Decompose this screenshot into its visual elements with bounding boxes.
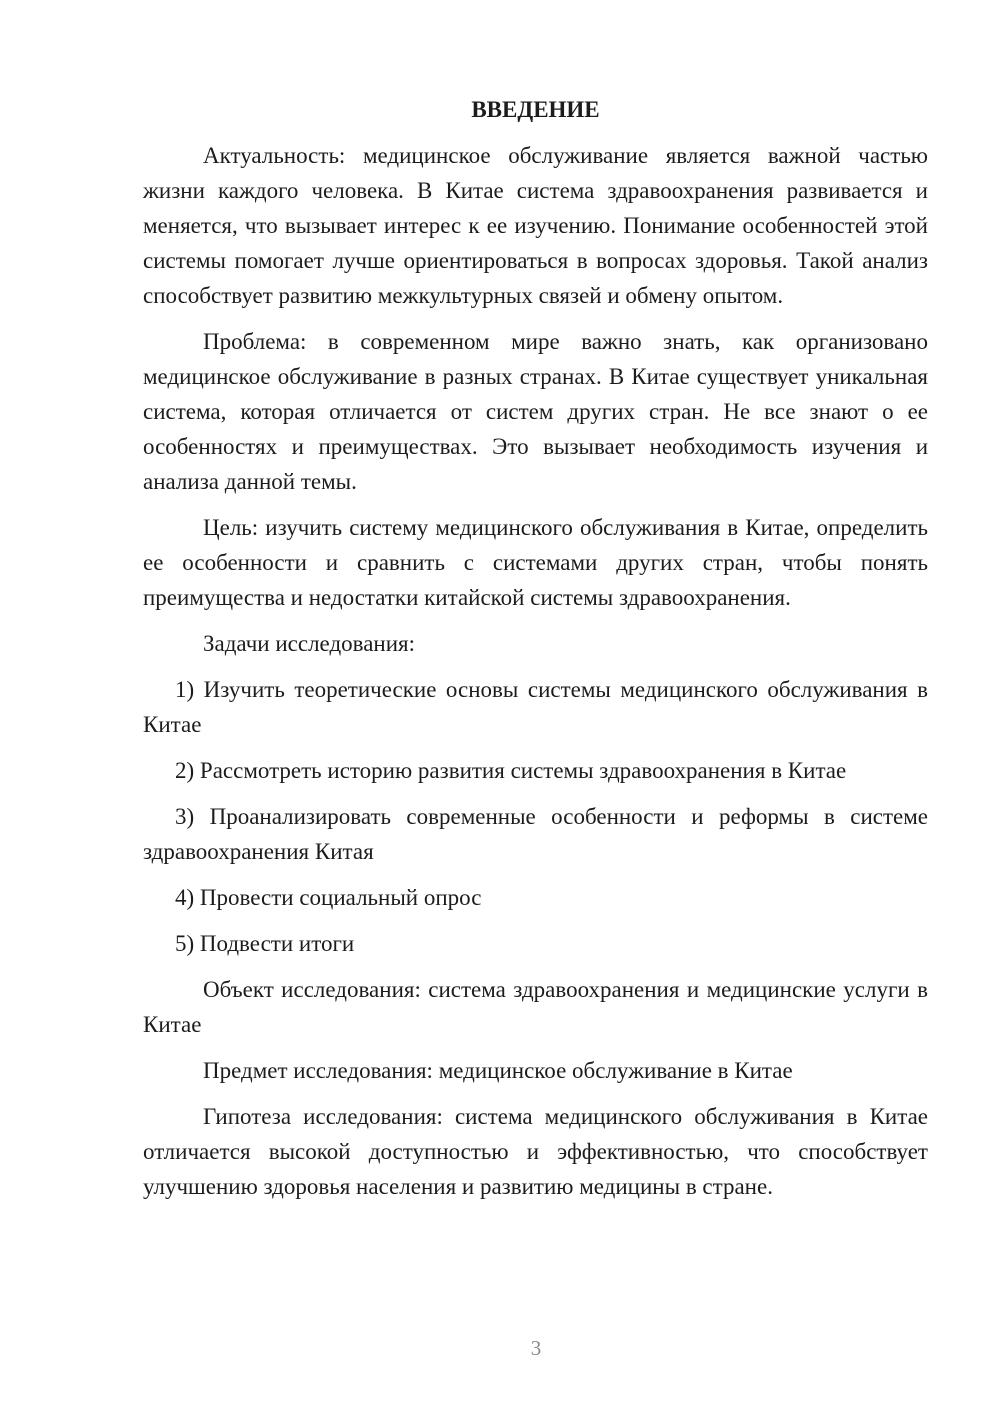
paragraph-goal: Цель: изучить систему медицинского обслуживания в Китае, определить ее особенности и сравнить с системами других стран, чтобы понять преимущества и недостатки китайской системы здравоохранения. bbox=[143, 515, 928, 610]
tasks-intro: Задачи исследования: bbox=[203, 631, 416, 656]
task-item-5: 5) Подвести итоги bbox=[175, 931, 355, 956]
paragraph-subject: Предмет исследования: медицинское обслуживание в Китае bbox=[203, 1058, 793, 1083]
page-title: ВВЕДЕНИЕ bbox=[471, 97, 600, 122]
paragraph-object: Объект исследования: система здравоохранения и медицинские услуги в Китае bbox=[143, 977, 928, 1037]
page-number: 3 bbox=[530, 1336, 542, 1360]
paragraph-relevance: Актуальность: медицинское обслуживание является важной частью жизни каждого человека. В Китае система здравоохранения развивается и меняется, что вызывает интерес к ее изучению. Понимание особенностей этой системы помогает лучше ориентироваться в вопросах здоровья. Такой анализ способствует развитию межкультурных связей и обмену опытом. bbox=[143, 143, 928, 308]
task-item-4: 4) Провести социальный опрос bbox=[175, 885, 482, 910]
paragraph-hypothesis: Гипотеза исследования: система медицинского обслуживания в Китае отличается высокой доступностью и эффективностью, что способствует улучшению здоровья населения и развитию медицины в стране. bbox=[143, 1104, 928, 1199]
document-body bbox=[143, 92, 928, 1215]
task-item-2: 2) Рассмотреть историю развития системы здравоохранения в Китае bbox=[175, 758, 847, 783]
paragraph-problem: Проблема: в современном мире важно знать, как организовано медицинское обслуживание в разных странах. В Китае существует уникальная система, которая отличается от систем других стран. Не все знают о ее особенностях и преимуществах. Это вызывает необходимость изучения и анализа данной темы. bbox=[143, 329, 928, 494]
task-item-1: 1) Изучить теоретические основы системы медицинского обслуживания в Китае bbox=[143, 677, 928, 737]
task-item-3: 3) Проанализировать современные особенности и реформы в системе здравоохранения Китая bbox=[143, 804, 928, 864]
